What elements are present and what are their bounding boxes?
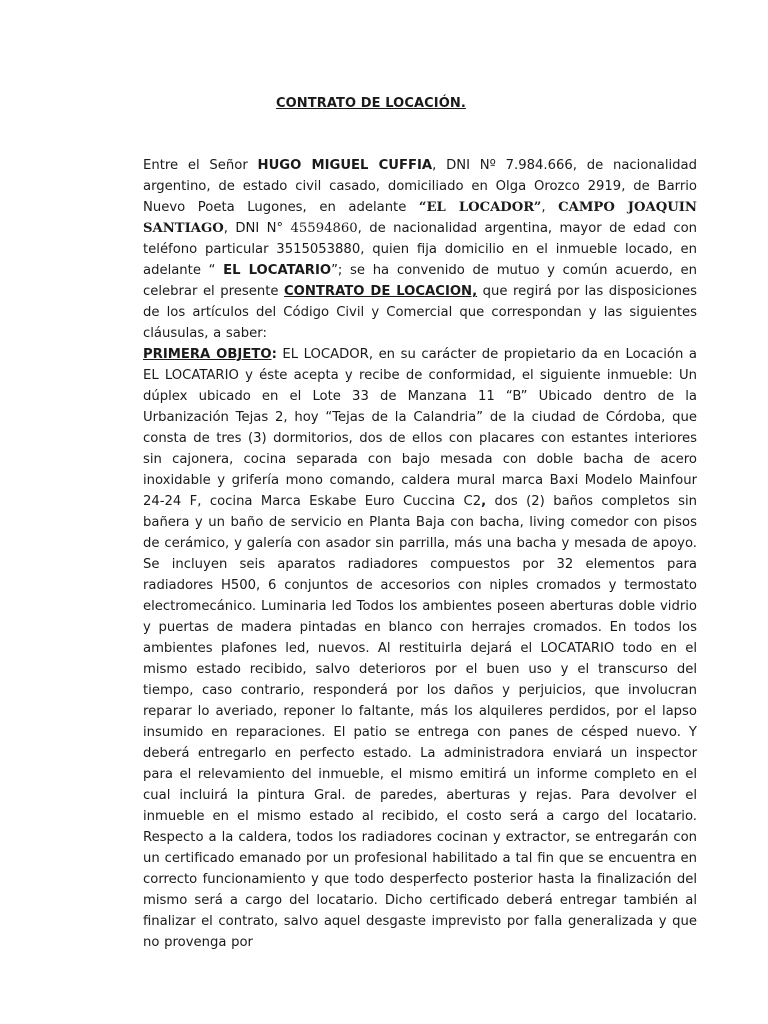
- document-title: CONTRATO DE LOCACIÓN.: [276, 96, 466, 111]
- locatario-dni: 45594860: [290, 221, 358, 236]
- clause-primera-paragraph: [143, 344, 697, 953]
- clause-primera-colon: :: [271, 347, 277, 362]
- intro-text-2: , DNI Nº 7.984.666, de nacionalidad argentino, de estado civil casado, domiciliado en Olga Orozco 2919, de Barrio Nuevo Poeta Lugones, en adelante: [143, 158, 697, 215]
- intro-text-7: que regirá por las disposiciones de los artículos del Código Civil y Comercial que correspondan y las siguientes cláusulas, a saber:: [143, 284, 697, 341]
- intro-text-6: ”; se ha convenido de mutuo y común acuerdo, en celebrar el presente: [143, 263, 697, 299]
- clause-primera-text-1: EL LOCADOR, en su carácter de propietario da en Locación a EL LOCATARIO y éste acepta y recibe de conformidad, el siguiente inmueble: Un dúplex ubicado en el Lote 33 de Manzana 11 “B” Ubicado dentro de la Urbanización Tejas 2, hoy “Tejas de la Calandria” de la ciudad de Córdoba, que consta de tres (3) dormitorios, dos de ellos con placares con estantes interiores sin cajonera, cocina separada con bajo mesada con doble bacha de acero inoxidable y grifería mono comando, caldera mural marca Baxi Modelo Mainfour 24-24 F, cocina Marca Eskabe Euro Cuccina C2: [143, 347, 697, 509]
- intro-text-5: , de nacionalidad argentina, mayor de edad con teléfono particular 3515053880, quien fija domicilio en el inmueble locado, en adelante “: [143, 221, 697, 278]
- clause-primera-comma: ,: [481, 494, 487, 509]
- intro-paragraph: [143, 155, 697, 344]
- locador-label: “EL LOCADOR”: [418, 200, 542, 215]
- intro-text-4: , DNI N°: [223, 221, 291, 236]
- contract-label: CONTRATO DE LOCACION,: [284, 284, 478, 299]
- intro-text-1: Entre el Señor: [143, 158, 258, 173]
- clause-primera-heading: PRIMERA OBJETO: [143, 347, 272, 362]
- locatario-name: CAMPO JOAQUIN SANTIAGO: [143, 200, 697, 236]
- clause-primera-text-2: dos (2) baños completos sin bañera y un baño de servicio en Planta Baja con bacha, living comedor con pisos de cerámico, y galería con asador sin parrilla, más una bacha y mesada de apoyo. Se incluyen seis aparatos radiadores compuestos por 32 elementos para radiadores H500, 6 conjuntos de accesorios con niples cromados y termostato electromecánico. Luminaria led Todos los ambientes poseen aberturas doble vidrio y puertas de madera pintadas en blanco con herrajes cromados. En todos los ambientes plafones led, nuevos. Al restituirla dejará el LOCATARIO todo en el mismo estado recibido, salvo deterioros por el buen uso y el transcurso del tiempo, caso contrario, responderá por los daños y perjuicios, que involucran reparar lo averiado, reponer lo faltante, más los alquileres perdidos, por el lapso insumido en reparaciones. El patio se entrega con panes de césped nuevo. Y deberá entregarlo en perfecto estado. La administradora enviará un inspector para el relevamiento del inmueble, el mismo emitirá un informe completo en el cual incluirá la pintura Gral. de paredes, aberturas y rejas. Para devolver el inmueble en el mismo estado al recibido, el costo será a cargo del locatario. Respecto a la caldera, todos los radiadores cocinan y extractor, se entregarán con un certificado emanado por un profesional habilitado a tal fin que se encuentra en correcto funcionamiento y que todo desperfecto posterior hasta la finalización del mismo será a cargo del locatario. Dicho certificado deberá entregar también al finalizar el contrato, salvo aquel desgaste imprevisto por falla generalizada y que no provenga por: [143, 494, 697, 950]
- locatario-label: EL LOCATARIO: [223, 263, 332, 278]
- document-body: [143, 155, 697, 953]
- locador-name: HUGO MIGUEL CUFFIA: [257, 158, 433, 173]
- intro-text-3: ,: [541, 200, 559, 215]
